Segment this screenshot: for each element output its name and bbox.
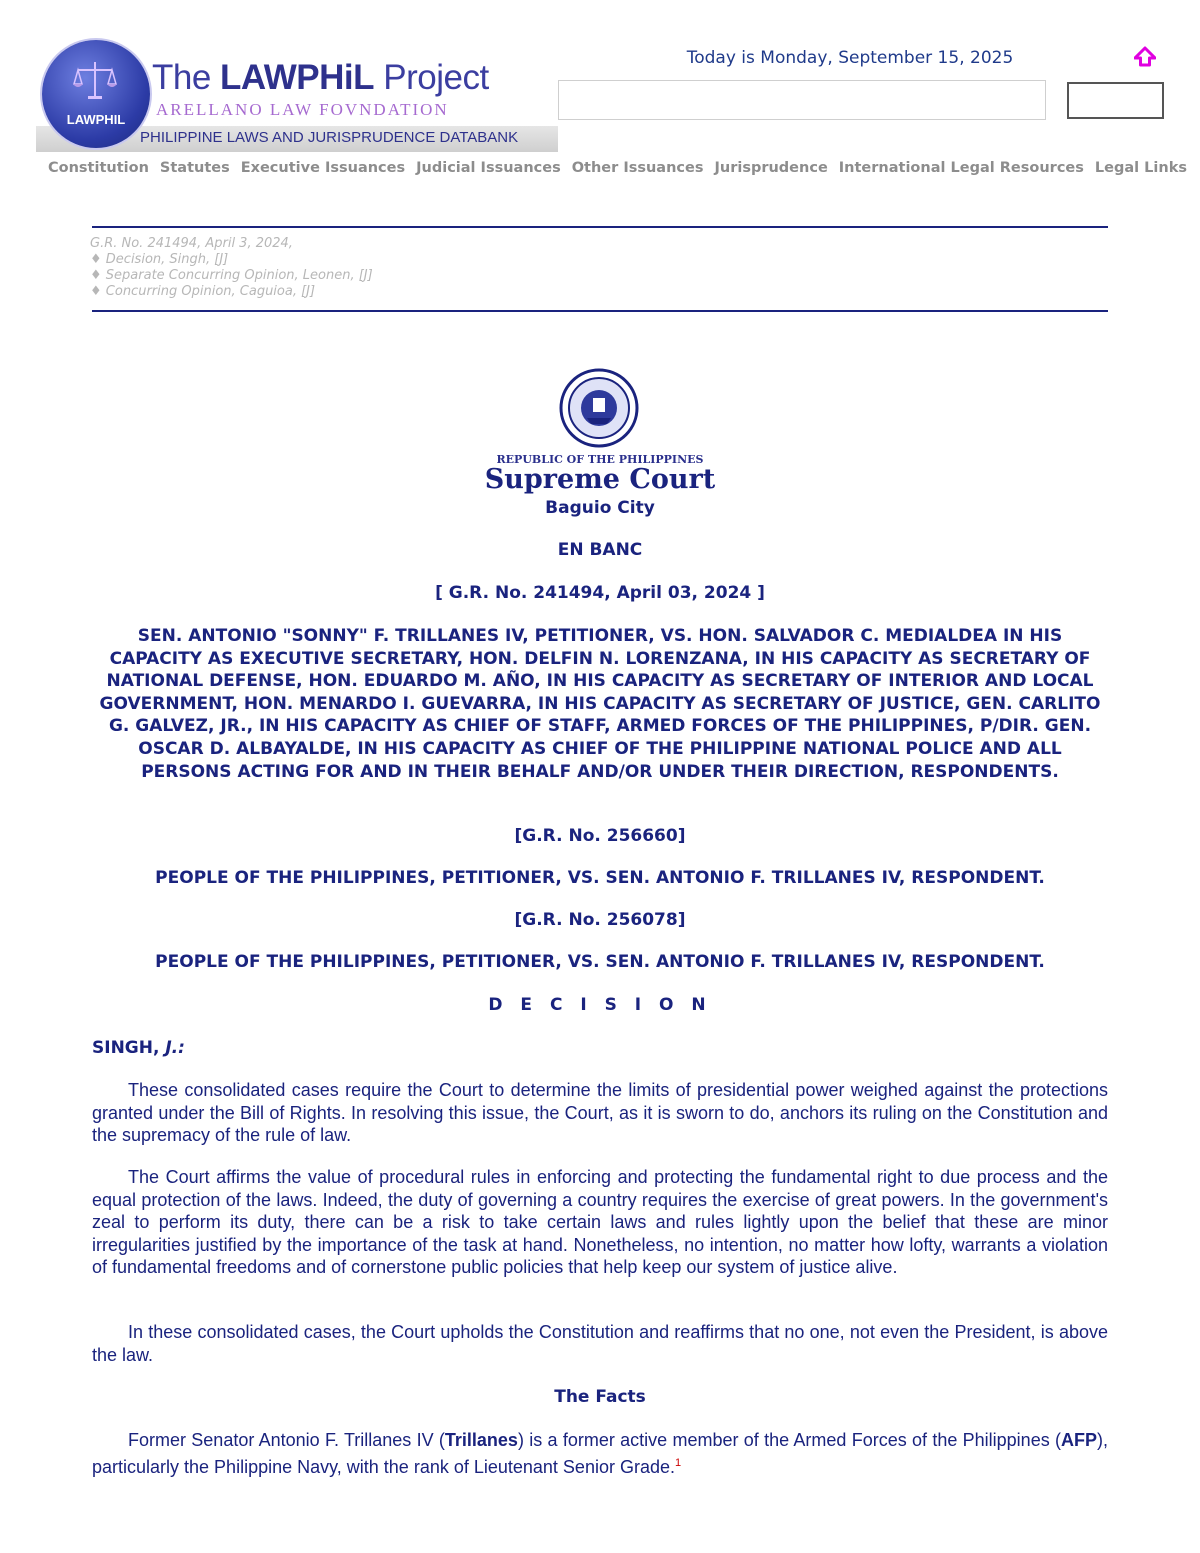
paragraph-3: In these consolidated cases, the Court upholds the Constitution and reaffirms that no one, not even the President, is above the law. — [92, 1322, 1108, 1365]
decision-heading: D E C I S I O N — [488, 995, 712, 1015]
case-gr-number-2: [G.R. No. 256660] — [514, 826, 686, 846]
case-gr-number-3: [G.R. No. 256078] — [514, 910, 686, 930]
logo-title: The LAWPHiL Project — [152, 58, 489, 97]
paragraph-1: These consolidated cases require the Court to determine the limits of presidential power weighed against the protections granted under the Bill of Rights. In resolving this issue, the Court, as it is sworn to do, anchors its ruling on the Constitution and the supremacy of the rule of law. — [92, 1080, 1108, 1146]
case-meta — [90, 236, 373, 300]
home-arrow-icon[interactable] — [1134, 46, 1156, 70]
main-nav — [48, 160, 1187, 176]
nav-constitution[interactable]: Constitution — [48, 160, 149, 176]
meta-separate-opinion-link[interactable]: ♦ Separate Concurring Opinion, Leonen, [J] — [90, 268, 373, 283]
court-division: EN BANC — [557, 540, 643, 560]
facts-heading: The Facts — [554, 1387, 646, 1407]
meta-case-ref: G.R. No. 241494, April 3, 2024, — [90, 236, 293, 251]
court-name: Supreme Court — [484, 464, 716, 495]
nav-international-legal-resources[interactable]: International Legal Resources — [838, 160, 1084, 176]
nav-jurisprudence[interactable]: Jurisprudence — [714, 160, 828, 176]
meta-concurring-opinion-link[interactable]: ♦ Concurring Opinion, Caguioa, [J] — [90, 284, 316, 299]
scales-of-justice-icon — [70, 56, 120, 106]
case-title-2: PEOPLE OF THE PHILIPPINES, PETITIONER, VS. SEN. ANTONIO F. TRILLANES IV, RESPONDENT. — [155, 868, 1045, 888]
seal-label: LAWPHIL — [66, 112, 126, 127]
meta-decision-link[interactable]: ♦ Decision, Singh, [J] — [90, 252, 229, 267]
logo-subtitle: ARELLANO LAW FOVNDATION — [156, 100, 449, 119]
logo-databank: PHILIPPINE LAWS AND JURISPRUDENCE DATABANK — [140, 129, 519, 146]
supreme-court-seal-icon — [559, 368, 639, 448]
republic-label: REPUBLIC OF THE PHILIPPINES — [496, 453, 704, 466]
nav-legal-links[interactable]: Legal Links — [1094, 160, 1187, 176]
search-input[interactable] — [558, 80, 1046, 120]
nav-executive-issuances[interactable]: Executive Issuances — [240, 160, 406, 176]
nav-other-issuances[interactable]: Other Issuances — [571, 160, 704, 176]
nav-statutes[interactable]: Statutes — [159, 160, 230, 176]
bottom-divider — [92, 310, 1108, 312]
today-date: Today is Monday, September 15, 2025 — [686, 48, 1014, 68]
site-header — [0, 0, 1200, 200]
nav-judicial-issuances[interactable]: Judicial Issuances — [416, 160, 561, 176]
court-city: Baguio City — [545, 498, 655, 518]
paragraph-2: The Court affirms the value of procedural rules in enforcing and protecting the fundamental right to due process and the equal protection of the laws. Indeed, the duty of governing a country requires the exercise of great powers. In the government's zeal to perform its duty, there can be a risk to take certain laws and rules lightly upon the belief that these are minor irregularities justified by the importance of the task at hand. Nonetheless, no intention, no matter how lofty, warrants a violation of fundamental freedoms and of cornerstone public policies that help keep our system of justice alive. — [92, 1167, 1108, 1278]
case-title: SEN. ANTONIO "SONNY" F. TRILLANES IV, PETITIONER, VS. HON. SALVADOR C. MEDIALDEA IN HIS CAPACITY AS EXECUTIVE SECRETARY, HON. DELFIN N. LORENZANA, IN HIS CAPACITY AS SECRETARY OF NATIONAL DEFENSE, HON. EDUARDO M. AÑO, IN HIS CAPACITY AS SECRETARY OF INTERIOR AND LOCAL GOVERNMENT, HON. MENARDO I. GUEVARRA, IN HIS CAPACITY AS SECRETARY OF JUSTICE, GEN. CARLITO G. GALVEZ, JR., IN HIS CAPACITY AS CHIEF OF STAFF, ARMED FORCES OF THE PHILIPPINES, P/DIR. GEN. OSCAR D. ALBAYALDE, IN HIS CAPACITY AS CHIEF OF THE PHILIPPINE NATIONAL POLICE AND ALL PERSONS ACTING FOR AND IN THEIR BEHALF AND/OR UNDER THEIR DIRECTION, RESPONDENTS. — [99, 626, 1101, 782]
case-title-3: PEOPLE OF THE PHILIPPINES, PETITIONER, VS. SEN. ANTONIO F. TRILLANES IV, RESPONDENT. — [155, 952, 1045, 972]
search-button[interactable] — [1067, 82, 1164, 119]
lawphil-logo[interactable] — [36, 38, 558, 154]
lawphil-seal-icon — [42, 40, 150, 148]
paragraph-4: Former Senator Antonio F. Trillanes IV (Trillanes) is a former active member of the Armed Forces of the Philippines (AFP), particularly the Philippine Navy, with the rank of Lieutenant Senior Grade.$^1$ — [92, 1430, 1108, 1477]
top-divider — [92, 226, 1108, 228]
case-gr-number: [ G.R. No. 241494, April 03, 2024 ] — [435, 583, 765, 603]
footnote-link[interactable]: 1 — [675, 1456, 682, 1469]
ponente: SINGH, J.: — [92, 1038, 185, 1058]
